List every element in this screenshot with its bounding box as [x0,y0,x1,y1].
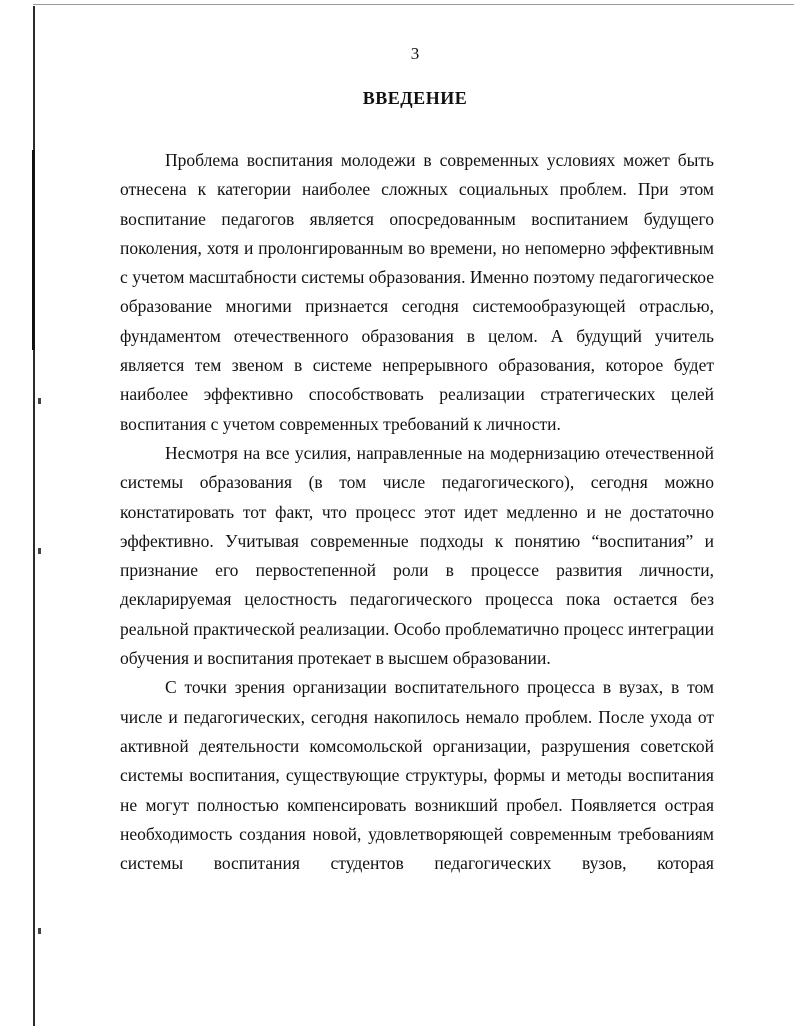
paragraph: Проблема воспитания молодежи в современных условиях может быть отнесена к категории наиболее сложных социальных проблем. При этом воспитание педагогов является опосредованным воспитанием будущего поколения, хотя и пролонгированным во времени, но непомерно эффективным с учетом масштабности системы образования. Именно поэтому педагогическое образование многими признается сегодня системообразующей отраслью, фундаментом отечественного образования в целом. А будущий учитель является тем звеном в системе непрерывного образования, которое будет наиболее эффективно способствовать реализации стратегических целей воспитания с учетом современных требований к личности. [120,150,714,434]
scan-mark [38,548,41,554]
scan-mark [38,398,41,404]
scan-top-edge [33,4,794,5]
scan-left-margin-shadow [32,150,35,350]
section-heading: ВВЕДЕНИЕ [362,88,468,108]
paragraph: Несмотря на все усилия, направленные на модернизацию отечественной системы образования (в том числе педагогического), сегодня можно констатировать тот факт, что процесс этот идет медленно и не достаточно эффективно. Учитывая современные подходы к понятию “воспитания” и признание его первостепенной роли в процессе развития личности, декларируемая целостность педагогического процесса пока остается без реальной практической реализации. Особо проблематично процесс интеграции обучения и воспитания протекает в высшем образовании. [120,442,714,669]
page-number: 3 [410,44,420,63]
paragraph: С точки зрения организации воспитательного процесса в вузах, в том числе и педагогических, сегодня накопилось немало проблем. После ухода от активной деятельности комсомольской организации, разрушения советской системы воспитания, существующие структуры, формы и методы воспитания не могут полностью компенсировать возникший пробел. Появляется острая необходимость создания новой, удовлетворяющей современным требованиям системы воспитания студентов педагогических вузов, которая [120,677,714,874]
body-text [120,146,714,878]
scan-mark [38,928,41,934]
